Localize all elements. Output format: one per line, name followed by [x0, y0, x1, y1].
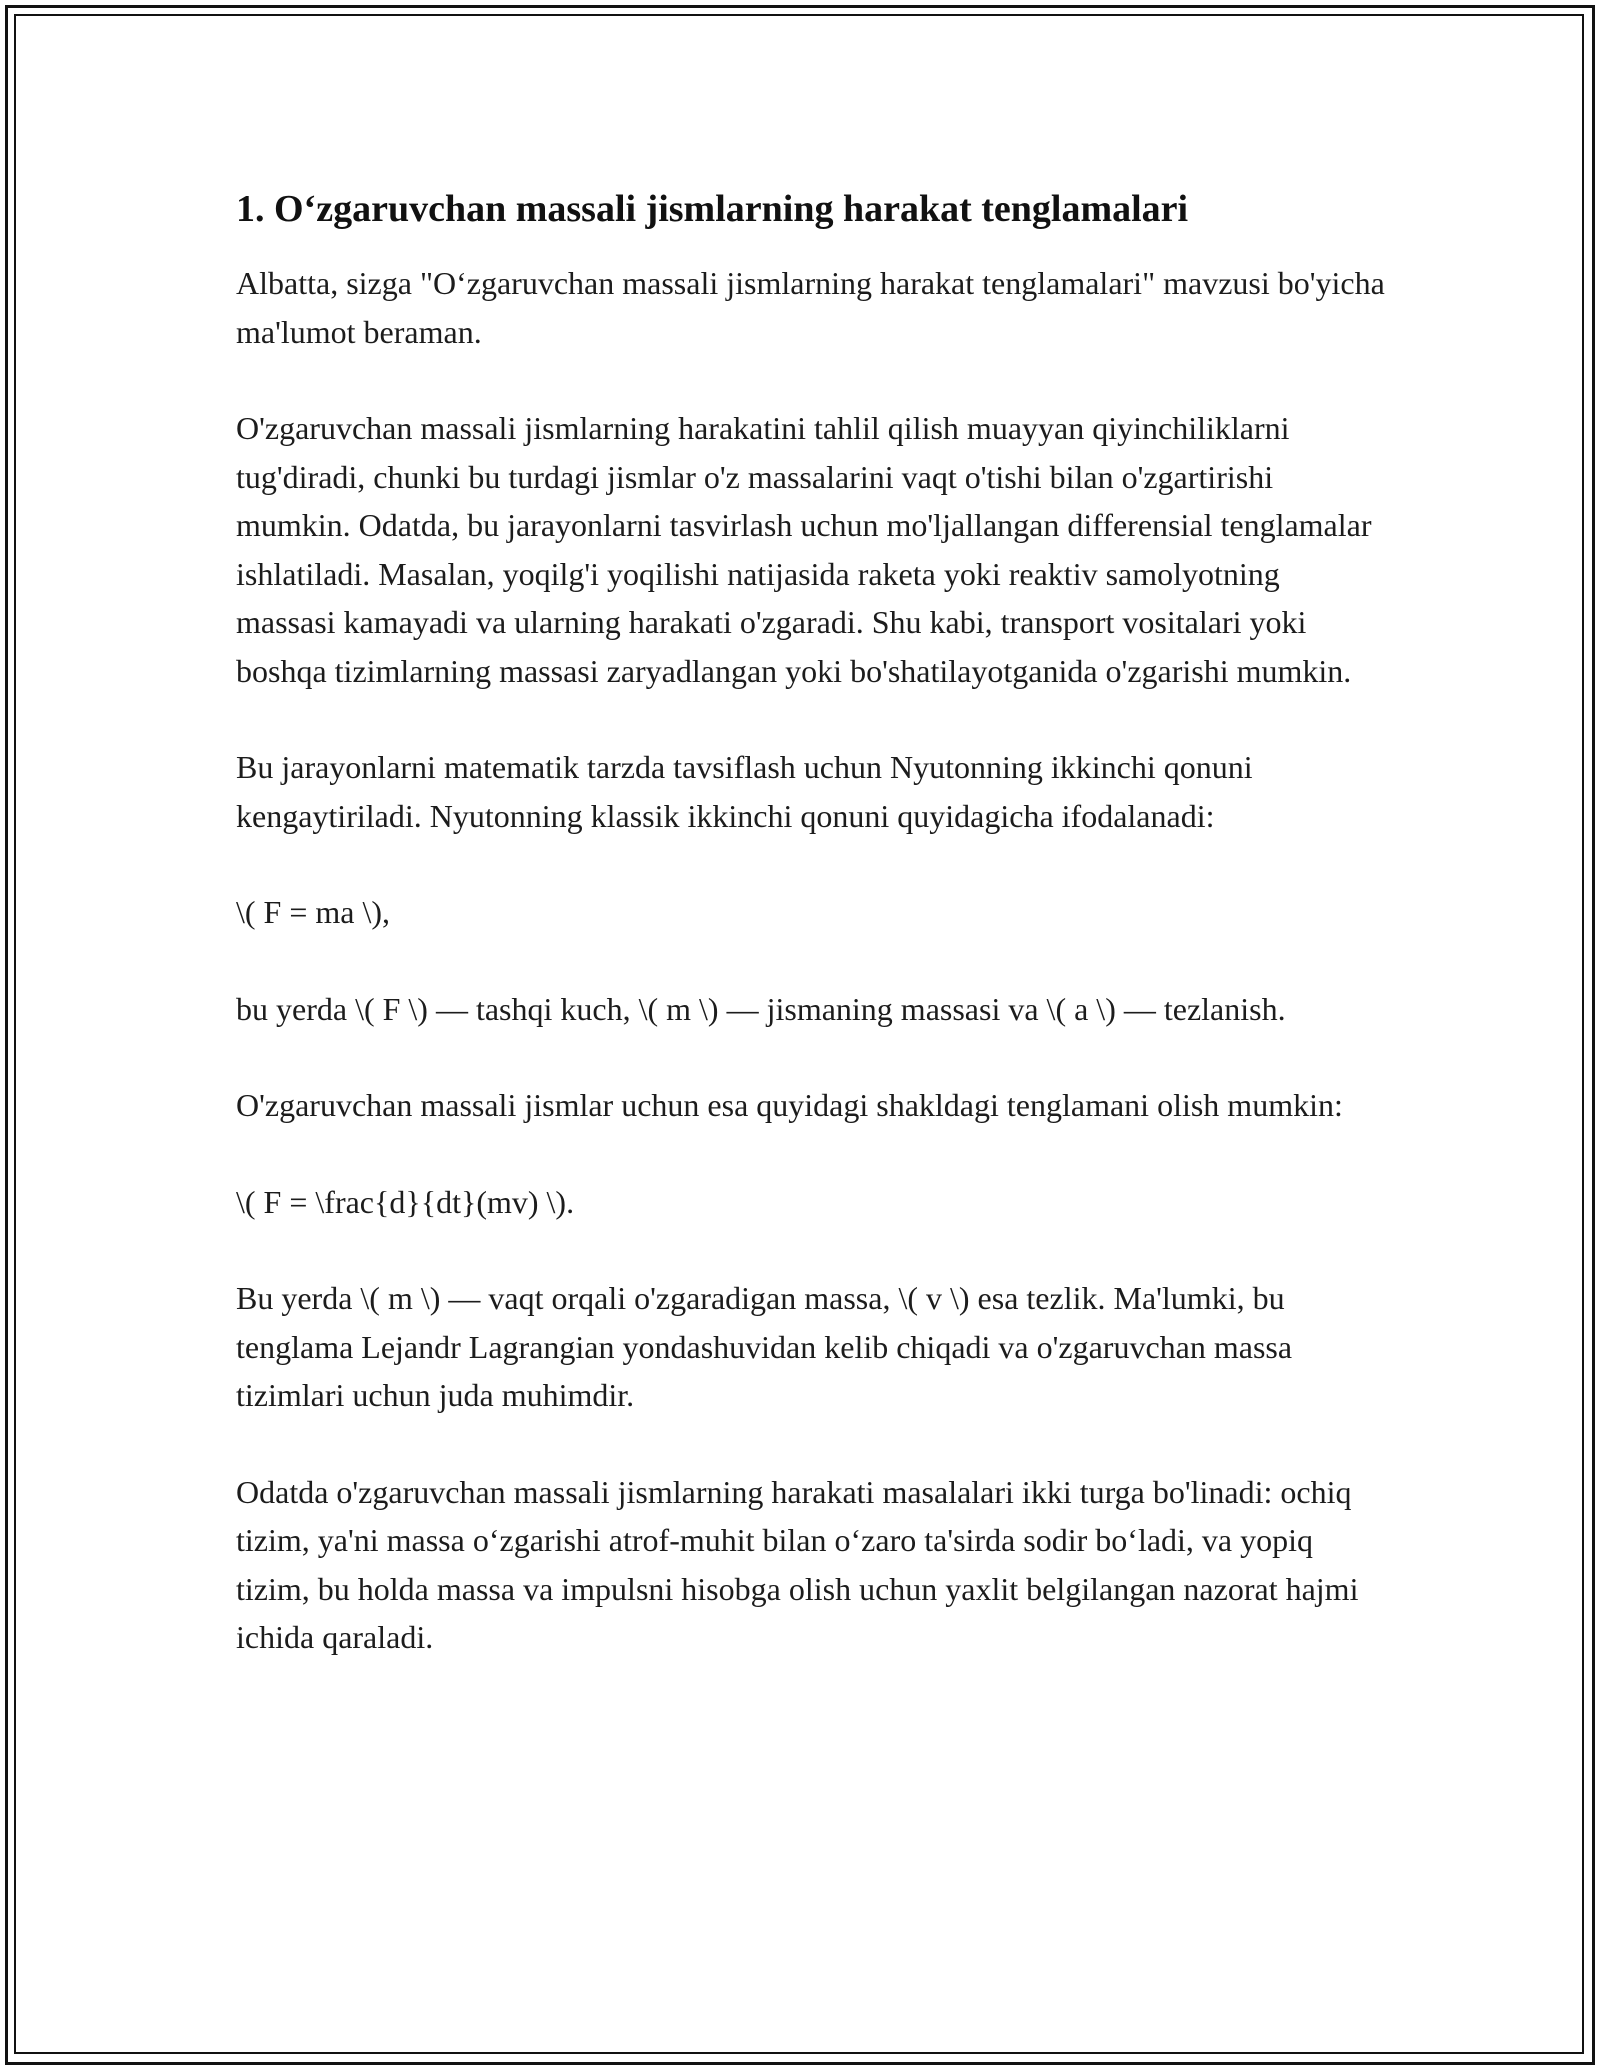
section-heading: 1. O‘zgaruvchan massali jismlarning harakat tenglamalari — [236, 188, 1189, 230]
document-body — [236, 185, 1386, 1710]
conclusion-paragraph: Odatda o'zgaruvchan massali jismlarning harakati masalalari ikki turga bo'linadi: ochiq tizim, ya'ni massa o‘zgarishi atrof-muhit bilan o‘zaro ta'sirda sodir bo‘ladi, va yopiq tizim, bu holda massa va impulsni hisobga olish uchun yaxlit belgilangan nazorat hajmi ichida qaraladi. — [236, 1473, 1359, 1655]
body-paragraph: O'zgaruvchan massali jismlarning harakatini tahlil qilish muayyan qiyinchiliklarni tug'diradi, chunki bu turdagi jismlar o'z massalarini vaqt o'tishi bilan o'zgartirishi mumkin. Odatda, bu jarayonlarni tasvirlash uchun mo'ljallangan differensial tenglamalar ishlatiladi. Masalan, yoqilg'i yoqilishi natijasida raketa yoki reaktiv samolyotning massasi kamayadi va ularning harakati o'zgaradi. Shu kabi, transport vositalari yoki boshqa tizimlarning massasi zaryadlangan yoki bo'shatilayotganida o'zgarishi mumkin. — [236, 410, 1372, 689]
formula-explanation: Bu yerda \( m \) — vaqt orqali o'zgaradigan massa, \( v \) esa tezlik. Ma'lumki, bu tenglama Lejandr Lagrangian yondashuvidan kelib chiqadi va o'zgaruvchan massa tizimlari uchun juda muhimdir. — [236, 1280, 1293, 1413]
body-paragraph: Bu jarayonlarni matematik tarzda tavsiflash uchun Nyutonning ikkinchi qonuni kengaytiriladi. Nyutonning klassik ikkinchi qonuni quyidagicha ifodalanadi: — [236, 749, 1253, 834]
formula-newton-second-law: \( F = ma \), — [236, 894, 391, 930]
body-paragraph: O'zgaruvchan massali jismlar uchun esa quyidagi shakldagi tenglamani olish mumkin: — [236, 1087, 1343, 1123]
formula-variable-mass: \( F = \frac{d}{dt}(mv) \). — [236, 1183, 575, 1220]
formula-explanation: bu yerda \( F \) — tashqi kuch, \( m \) — jismaning massasi va \( a \) — tezlanish. — [236, 990, 1286, 1027]
intro-paragraph: Albatta, sizga "O‘zgaruvchan massali jismlarning harakat tenglamalari" mavzusi bo'yicha ma'lumot beraman. — [236, 265, 1385, 350]
